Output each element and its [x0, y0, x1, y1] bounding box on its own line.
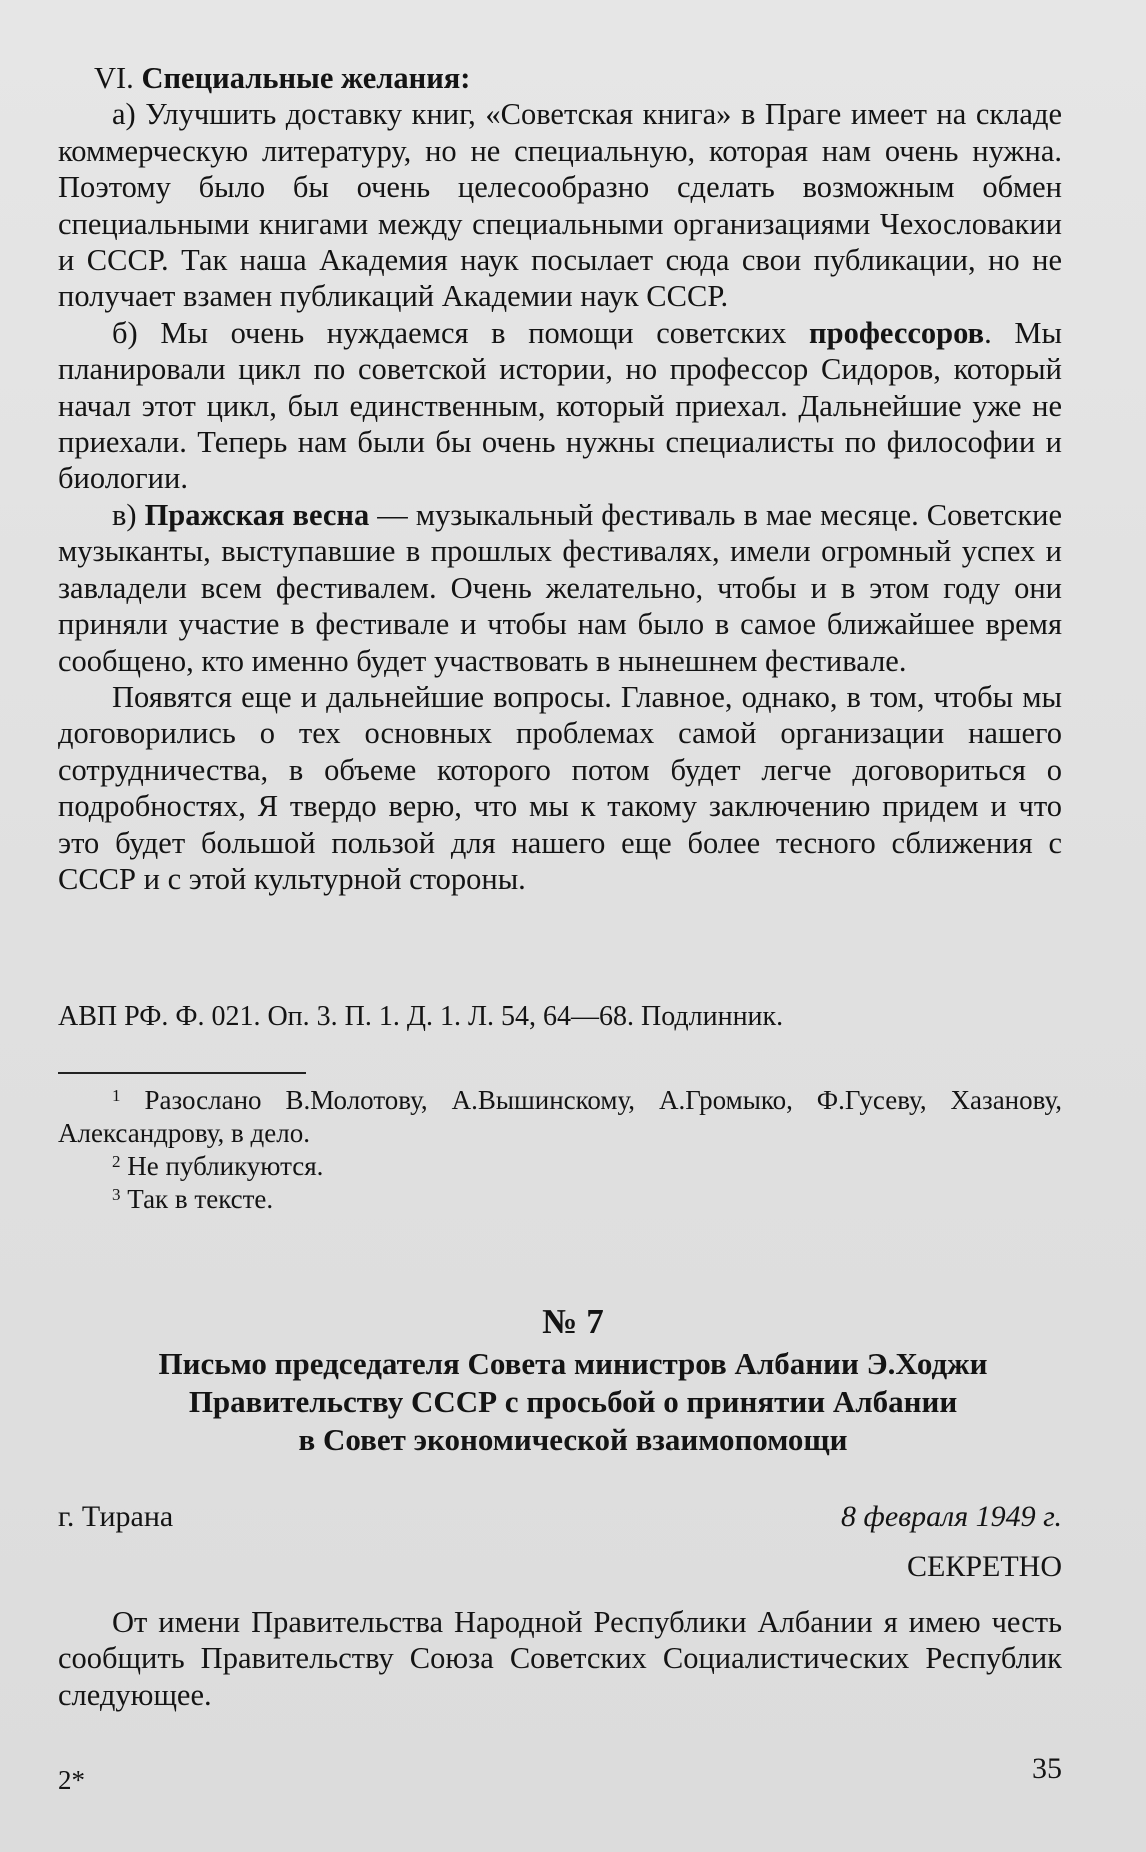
section-heading-number: VI.: [94, 61, 134, 95]
footnote-3-text: Так в тексте.: [127, 1184, 274, 1214]
opening-paragraph: От имени Правительства Народной Республики Албании я имею честь сообщить Правительству Союза Советских Социалистических Республик следующее.: [58, 1605, 1062, 1712]
document-date: 8 февраля 1949 г.: [841, 1500, 1062, 1533]
section-heading-label: Специальные желания:: [141, 61, 471, 95]
paragraph-b: [58, 315, 1062, 497]
paragraph-b-text: б) Мы очень нуждаемся в помощи советских: [112, 315, 810, 350]
archive-source-note: АВП РФ. Ф. 021. Оп. 3. П. 1. Д. 1. Л. 54, 64—68. Подлинник.: [58, 1001, 784, 1032]
footnote-1: [58, 1084, 1062, 1150]
page-number: 35: [1032, 1752, 1062, 1785]
footnote-divider: [58, 1072, 306, 1074]
paragraph-d: Появятся еще и дальнейшие вопросы. Главное, однако, в том, чтобы мы договорились о тех основных проблемах самой организации нашего сотрудничества, в объеме которого потом будет легче договориться о подробностях, Я твердо верю, что мы к такому заключению придем и что это будет большой пользой для нашего еще более тесного сближения с СССР и с этой культурной стороны.: [58, 679, 1062, 896]
paragraph-c-text-cont: — музыкальный фестиваль в мае месяце. Советские музыканты, выступавшие в прошлых фестивалях, имели огромный успех и завладели всем фестивалем. Очень желательно, чтобы и в этом году они приняли участие в фестивале и чтобы нам было в самое ближайшее время сообщено, кто именно будет участвовать в нынешнем фестивале.: [58, 497, 1062, 678]
document-title-line-2: Правительству СССР с просьбой о принятии Албании: [188, 1384, 958, 1419]
paragraph-c-text: в): [112, 497, 145, 532]
paragraph-b-text-cont: . Мы планировали цикл по советской истории, но профессор Сидоров, который начал этот цикл, был единственным, который приехал. Дальнейшие уже не приехали. Теперь нам были бы очень нужны специалисты по философии и биологии.: [58, 315, 1062, 496]
footnote-3: [58, 1183, 1062, 1216]
paragraph-c: [58, 497, 1062, 679]
footnotes: [58, 1084, 1062, 1216]
paragraph-c-bold: Пражская весна: [144, 497, 370, 532]
classification-stamp: СЕКРЕТНО: [906, 1550, 1062, 1583]
footnote-1-marker: 1: [112, 1086, 121, 1105]
document-number: № 7: [542, 1302, 604, 1341]
footnote-2: [58, 1150, 1062, 1183]
document-opening: [58, 1604, 1062, 1713]
footnote-3-marker: 3: [112, 1185, 121, 1204]
archive-source: [58, 1000, 1062, 1034]
document-title-line-1: Письмо председателя Совета министров Албании Э.Ходжи: [158, 1346, 988, 1381]
signature-mark: 2*: [58, 1765, 85, 1795]
section-heading: [58, 60, 1062, 96]
footnote-1-text: Разослано В.Молотову, А.Вышинскому, А.Громыко, Ф.Гусеву, Хазанову, Александрову, в дело.: [58, 1085, 1062, 1148]
document-title: [58, 1345, 1088, 1459]
paragraph-a: а) Улучшить доставку книг, «Советская книга» в Праге имеет на складе коммерческую литературу, но не специальную, которая нам очень нужна. Поэтому было бы очень целесообразно сделать возможным обмен специальными книгами между специальными организациями Чехословакии и СССР. Так наша Академия наук посылает сюда свои публикации, но не получает взамен публикаций Академии наук СССР.: [58, 97, 1062, 314]
document-place: г. Тирана: [58, 1500, 174, 1533]
section-vi-body: [58, 60, 1062, 897]
footnote-2-text: Не публикуются.: [127, 1151, 324, 1181]
document-title-line-3: в Совет экономической взаимопомощи: [298, 1422, 848, 1457]
paragraph-b-bold: профессоров: [809, 315, 985, 350]
footnote-2-marker: 2: [112, 1152, 121, 1171]
